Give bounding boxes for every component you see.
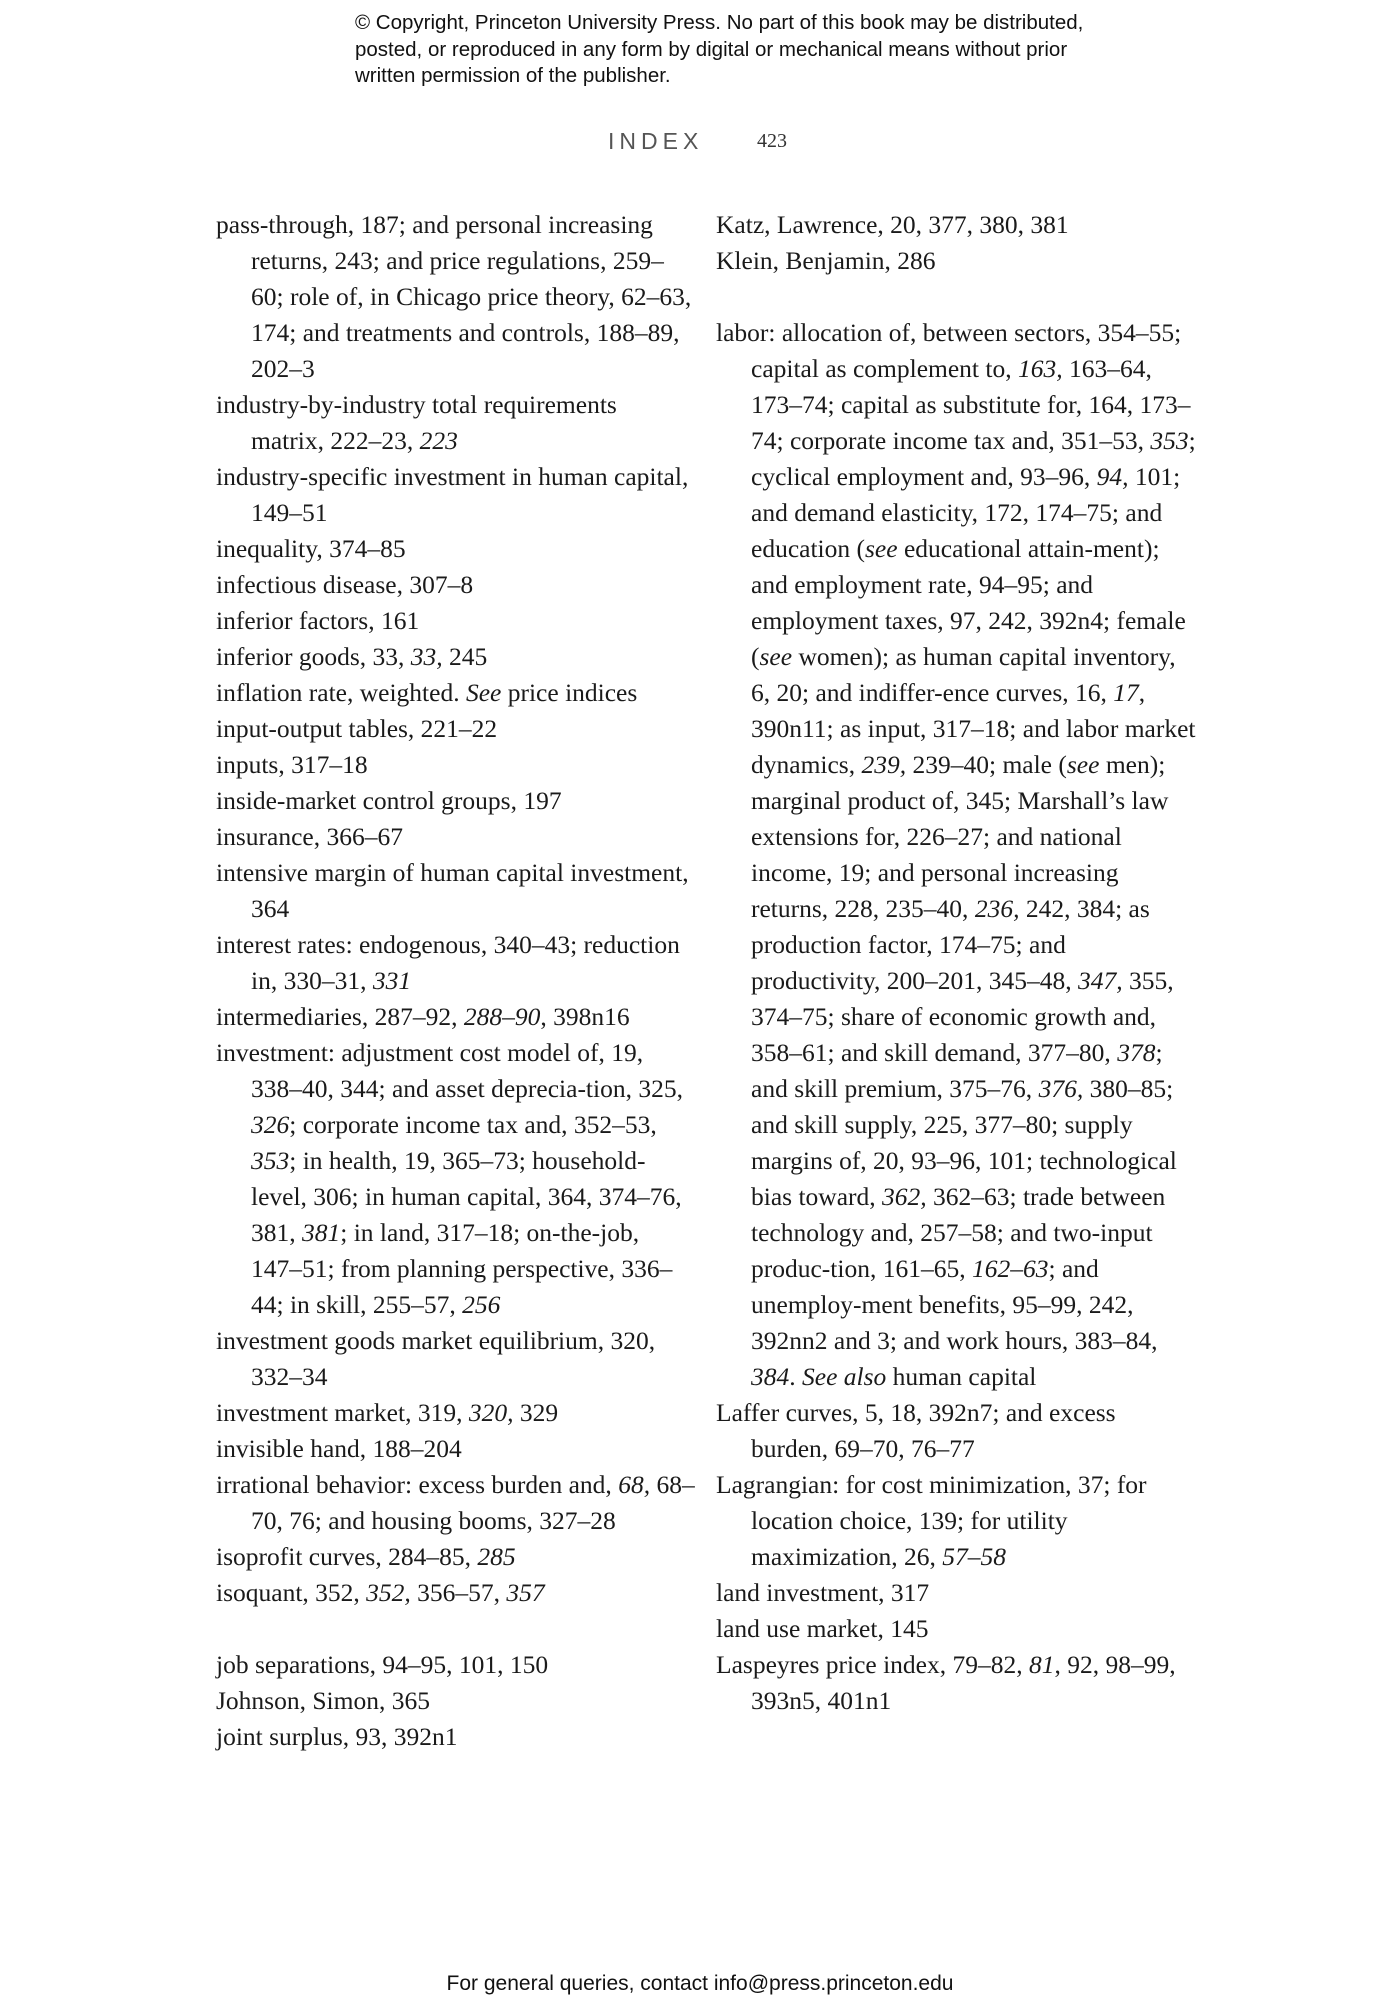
index-entry: land use market, 145 [716,1614,929,1643]
index-entry: investment goods market equilibrium, 320, 332–34 [216,1326,656,1391]
letter-group-gap [716,279,1196,315]
index-entry: Laffer curves, 5, 18, 392n7; and excess burden, 69–70, 76–77 [716,1398,1116,1463]
index-entry: industry-specific investment in human capital, 149–51 [216,462,689,527]
page-number: 423 [757,130,787,152]
index-entry: Katz, Lawrence, 20, 377, 380, 381 [716,210,1069,239]
section-title: INDEX [608,128,704,154]
index-entry: invisible hand, 188–204 [216,1434,462,1463]
index-entry: Laspeyres price index, 79–82, 81, 92, 98–99, 393n5, 401n1 [716,1650,1176,1715]
index-entry: isoquant, 352, 352, 356–57, 357 [216,1578,545,1607]
index-entry: job separations, 94–95, 101, 150 [216,1650,549,1679]
index-entry: land investment, 317 [716,1578,930,1607]
index-entry: inequality, 374–85 [216,534,406,563]
index-entry: investment market, 319, 320, 329 [216,1398,559,1427]
index-entry: investment: adjustment cost model of, 19, 338–40, 344; and asset deprecia-tion, 325, 326; corporate income tax and, 352–53, 353; in health, 19, 365–73; household-level, 306; in human capital, 364, 374–76, 381, 381; in land, 317–18; on-the-job, 147–51; from planning perspective, 336–44; in skill, 255–57, 256 [216,1038,683,1319]
index-entry: inside-market control groups, 197 [216,786,562,815]
index-entry: input-output tables, 221–22 [216,714,498,743]
index-entry: inferior factors, 161 [216,606,420,635]
copyright-notice: © Copyright, Princeton University Press. No part of this book may be distributed, posted, or reproduced in any form by digital or mechanical means without prior written permission of the publisher. [355,11,1084,87]
index-column-left [216,207,696,1755]
index-column-right [716,207,1196,1719]
index-entry: inferior goods, 33, 33, 245 [216,642,488,671]
index-entry: Johnson, Simon, 365 [216,1686,430,1715]
footer-contact: For general queries, contact info@press.princeton.edu [446,1972,954,1995]
index-entry: inflation rate, weighted. See price indices [216,678,638,707]
index-entry: Klein, Benjamin, 286 [716,246,936,275]
index-entry: joint surplus, 93, 392n1 [216,1722,458,1751]
index-entry: labor: allocation of, between sectors, 354–55; capital as complement to, 163, 163–64, 173–74; capital as substitute for, 164, 173–74; corporate income tax and, 351–53, 353; cyclical employment and, 93–96, 94, 101; and demand elasticity, 172, 174–75; and education (see educational attain-ment); and employment rate, 94–95; and employment taxes, 97, 242, 392n4; female (see women); as human capital inventory, 6, 20; and indiffer-ence curves, 16, 17, 390n11; as input, 317–18; and labor market dynamics, 239, 239–40; male (see men); marginal product of, 345; Marshall’s law extensions for, 226–27; and national income, 19; and personal increasing returns, 228, 235–40, 236, 242, 384; as production factor, 174–75; and productivity, 200–201, 345–48, 347, 355, 374–75; share of economic growth and, 358–61; and skill demand, 377–80, 378; and skill premium, 375–76, 376, 380–85; and skill supply, 225, 377–80; supply margins of, 20, 93–96, 101; technological bias toward, 362, 362–63; trade between technology and, 257–58; and two-input produc-tion, 161–65, 162–63; and unemploy-ment benefits, 95–99, 242, 392nn2 and 3; and work hours, 383–84, 384. See also human capital [716,318,1196,1391]
index-entry: pass-through, 187; and personal increasing returns, 243; and price regulations, 259–60; role of, in Chicago price theory, 62–63, 174; and treatments and controls, 188–89, 202–3 [216,210,692,383]
index-entry: interest rates: endogenous, 340–43; reduction in, 330–31, 331 [216,930,680,995]
index-entry: industry-by-industry total requirements matrix, 222–23, 223 [216,390,617,455]
index-entry: inputs, 317–18 [216,750,368,779]
index-entry: intermediaries, 287–92, 288–90, 398n16 [216,1002,630,1031]
letter-group-gap [216,1611,696,1647]
index-entry: insurance, 366–67 [216,822,403,851]
index-entry: infectious disease, 307–8 [216,570,474,599]
index-entry: Lagrangian: for cost minimization, 37; for location choice, 139; for utility maximization, 26, 57–58 [716,1470,1147,1571]
index-entry: isoprofit curves, 284–85, 285 [216,1542,516,1571]
index-entry: intensive margin of human capital investment, 364 [216,858,689,923]
index-entry: irrational behavior: excess burden and, 68, 68–70, 76; and housing booms, 327–28 [216,1470,695,1535]
running-head [0,124,1400,164]
